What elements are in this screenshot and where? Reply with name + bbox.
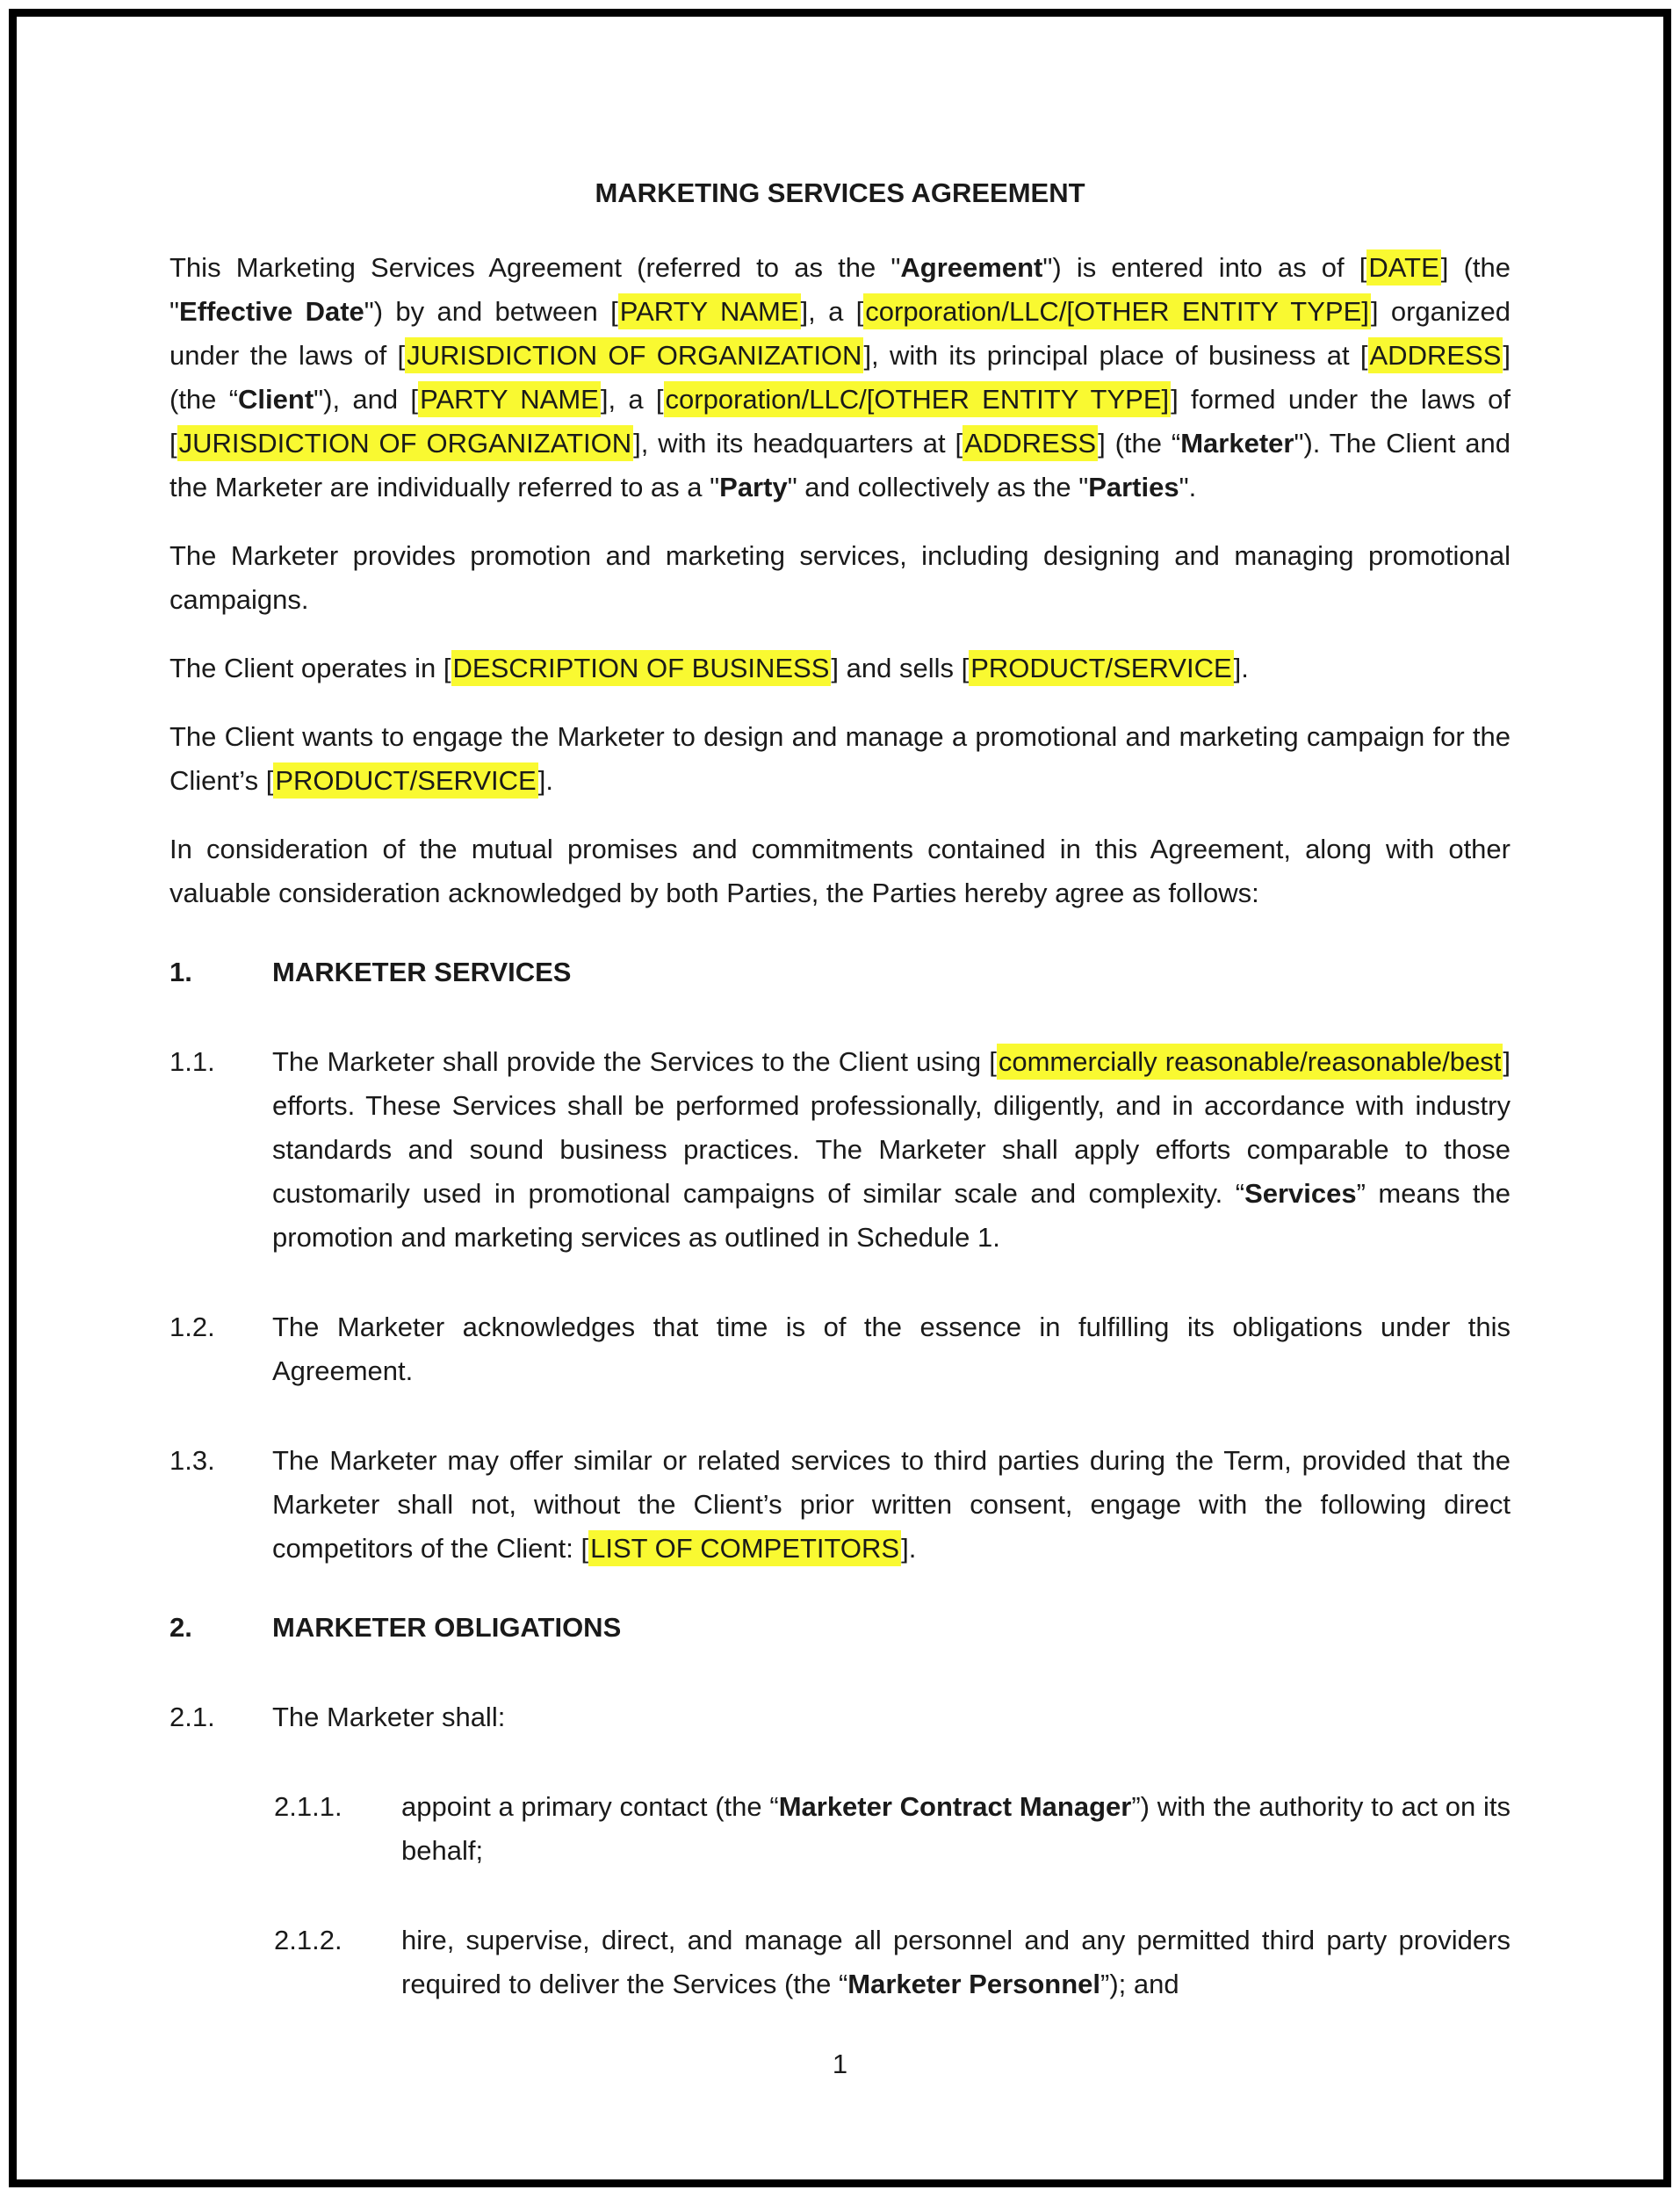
defined-term: Marketer — [1180, 428, 1294, 459]
text-run: ”); and — [1100, 1969, 1179, 1999]
paragraph — [169, 715, 1511, 803]
clause — [169, 1439, 1511, 1571]
highlighted-placeholder: PARTY NAME — [418, 381, 601, 417]
clause — [169, 1785, 1511, 1873]
clause-text — [169, 534, 1511, 622]
text-run: ". — [1179, 472, 1197, 502]
text-run: The Marketer acknowledges that time is of the essence in fulfilling its obligations under this Agreement. — [272, 1312, 1511, 1386]
clause-text — [169, 246, 1511, 510]
highlighted-placeholder: JURISDICTION OF ORGANIZATION — [177, 425, 634, 461]
clause-number: 2.1.2. — [274, 1925, 342, 1955]
text-run: ] (the “ — [169, 340, 1511, 415]
defined-term: Party — [719, 472, 788, 502]
highlighted-placeholder: LIST OF COMPETITORS — [588, 1530, 901, 1566]
defined-term: Effective Date — [179, 296, 364, 327]
defined-term: Parties — [1088, 472, 1179, 502]
clause — [169, 1919, 1511, 2006]
paragraph — [169, 647, 1511, 690]
clause-number: 1.2. — [169, 1312, 215, 1342]
highlighted-placeholder: DATE — [1366, 249, 1440, 285]
text-run: ], with its headquarters at [ — [633, 428, 963, 459]
document-page — [169, 171, 1511, 2006]
highlighted-placeholder: ADDRESS — [1368, 337, 1503, 373]
defined-term: Marketer Contract Manager — [778, 1791, 1132, 1822]
paragraph — [169, 827, 1511, 915]
text-run: The Marketer provides promotion and marketing services, including designing and managing promotional campaigns. — [169, 540, 1511, 615]
highlighted-placeholder: PRODUCT/SERVICE — [273, 762, 537, 799]
paragraph — [169, 534, 1511, 622]
document-title: MARKETING SERVICES AGREEMENT — [595, 177, 1085, 208]
clause-number: 2.1.1. — [274, 1791, 342, 1822]
clause-number: 1.3. — [169, 1445, 215, 1476]
highlighted-placeholder: corporation/LLC/[OTHER ENTITY TYPE] — [863, 293, 1371, 329]
clause-number: 2. — [169, 1612, 192, 1643]
text-run: ] and sells [ — [831, 653, 970, 683]
highlighted-placeholder: ADDRESS — [963, 425, 1098, 461]
text-run: The Client operates in [ — [169, 653, 451, 683]
text-run: The Marketer shall: — [272, 1702, 506, 1732]
page-number: 1 — [832, 2049, 848, 2079]
text-run: ” means the promotion and marketing services as outlined in Schedule 1. — [272, 1178, 1511, 1253]
defined-term: Services — [1244, 1178, 1357, 1209]
clause-text — [272, 1439, 1511, 1571]
clause-text — [401, 1919, 1511, 2006]
text-run: ") is entered into as of [ — [1042, 252, 1367, 283]
clause — [169, 1305, 1511, 1393]
text-run: ] efforts. These Services shall be performed professionally, diligently, and in accordance with industry standards and sound business practices. The Marketer shall apply efforts comparable to those customarily used in promotional campaigns of similar scale and complexity. “ — [272, 1046, 1511, 1209]
text-run: MARKETER SERVICES — [272, 957, 572, 987]
text-run: ] (the “ — [1098, 428, 1181, 459]
text-run: The Marketer may offer similar or related services to third parties during the Term, provided that the Marketer shall not, without the Client’s prior written consent, engage with the following direct competitors of the Client: [ — [272, 1445, 1511, 1564]
clause-text — [272, 1695, 1511, 1739]
clause-text — [169, 827, 1511, 915]
clause — [169, 1695, 1511, 1739]
text-run: ") by and between [ — [364, 296, 618, 327]
text-run: ], a [ — [600, 384, 664, 415]
highlighted-placeholder: corporation/LLC/[OTHER ENTITY TYPE] — [664, 381, 1172, 417]
text-run: ]. — [1233, 653, 1249, 683]
highlighted-placeholder: DESCRIPTION OF BUSINESS — [451, 650, 832, 686]
defined-term: Marketer Personnel — [847, 1969, 1101, 1999]
text-run: ] formed under the laws of [ — [169, 384, 1511, 459]
text-run: ]. — [901, 1533, 917, 1564]
clause-number: 2.1. — [169, 1702, 215, 1732]
paragraph — [169, 246, 1511, 510]
clause-text — [401, 1785, 1511, 1873]
text-run: The Marketer shall provide the Services to the Client using [ — [272, 1046, 997, 1077]
clause-text — [272, 1305, 1511, 1393]
section-heading — [169, 1606, 1511, 1650]
text-run: "). The Client and the Marketer are individually referred to as a " — [169, 428, 1511, 502]
clause-text — [169, 647, 1511, 690]
highlighted-placeholder: PRODUCT/SERVICE — [969, 650, 1233, 686]
text-run: This Marketing Services Agreement (referred to as the " — [169, 252, 901, 283]
clause-number: 1. — [169, 957, 192, 987]
text-run: ] organized under the laws of [ — [169, 296, 1511, 371]
clause-text — [272, 1040, 1511, 1260]
text-run: appoint a primary contact (the “ — [401, 1791, 779, 1822]
section-heading — [169, 950, 1511, 994]
highlighted-placeholder: PARTY NAME — [618, 293, 801, 329]
text-run: ] (the " — [169, 252, 1511, 327]
text-run: The Client wants to engage the Marketer to design and manage a promotional and marketing campaign for the Client’s [ — [169, 721, 1511, 796]
text-run: ], a [ — [800, 296, 864, 327]
document-body — [169, 246, 1511, 2006]
text-run: " and collectively as the " — [787, 472, 1089, 502]
highlighted-placeholder: JURISDICTION OF ORGANIZATION — [405, 337, 863, 373]
text-run: ]. — [537, 765, 553, 796]
clause-text — [272, 1606, 1511, 1650]
text-run: ], with its principal place of business at [ — [863, 340, 1368, 371]
defined-term: Client — [238, 384, 314, 415]
clause-text — [272, 950, 1511, 994]
clause-text — [169, 715, 1511, 803]
defined-term: Agreement — [900, 252, 1043, 283]
highlighted-placeholder: commercially reasonable/reasonable/best — [997, 1044, 1503, 1080]
text-run: ”) with the authority to act on its behalf; — [401, 1791, 1511, 1866]
text-run: MARKETER OBLIGATIONS — [272, 1612, 622, 1643]
clause — [169, 1040, 1511, 1260]
text-run: "), and [ — [314, 384, 419, 415]
text-run: hire, supervise, direct, and manage all personnel and any permitted third party providers required to deliver the Services (the “ — [401, 1925, 1511, 1999]
clause-number: 1.1. — [169, 1046, 215, 1077]
text-run: In consideration of the mutual promises and commitments contained in this Agreement, along with other valuable consideration acknowledged by both Parties, the Parties hereby agree as follows: — [169, 834, 1511, 908]
